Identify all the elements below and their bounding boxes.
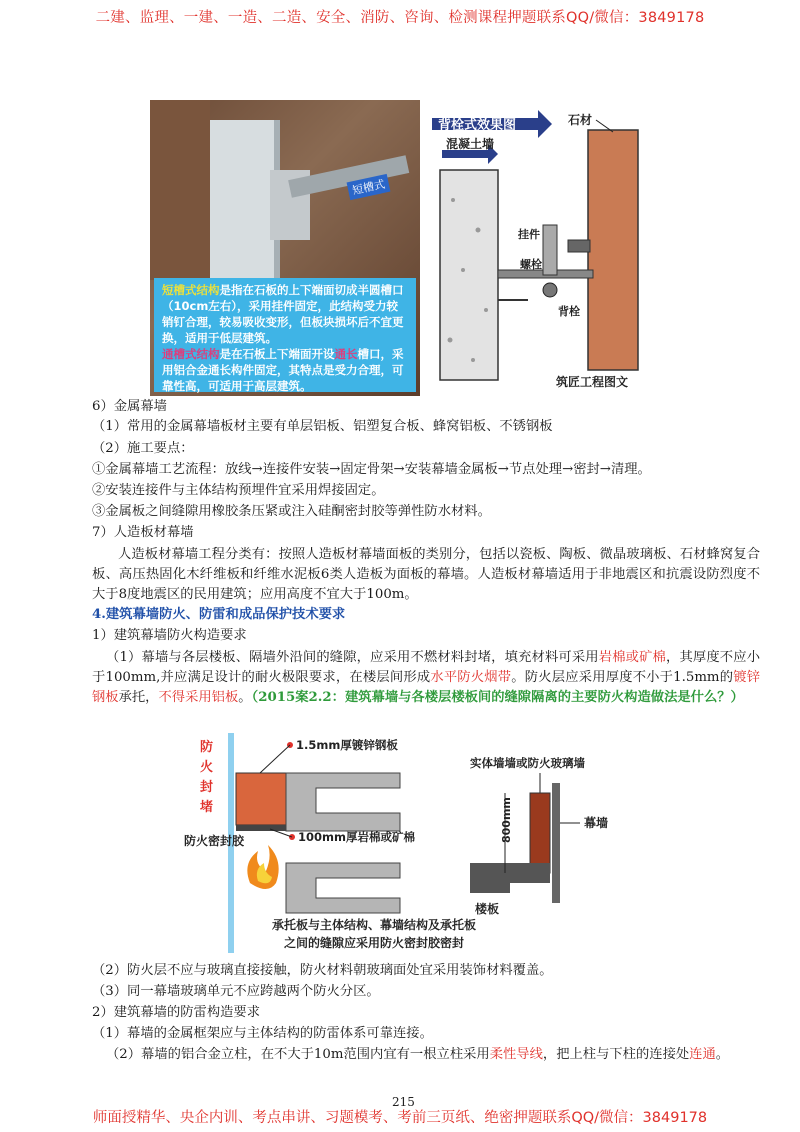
label-hanger: 挂件 xyxy=(518,228,540,241)
callout-2-text-a: 是在石板上下端面开设 xyxy=(219,347,335,361)
label-nut: 螺栓 xyxy=(520,258,542,271)
floor-slab-shape xyxy=(286,773,400,831)
caption-line-2: 之间的缝隙应采用防火密封胶密封 xyxy=(284,936,465,950)
firewall-label-3: 封 xyxy=(200,780,214,795)
firestop-diagram xyxy=(180,733,660,953)
label-backbolt: 背栓 xyxy=(558,305,580,318)
callout-2-text-b: 槽口，采用铝合金通长构件固定，其特点是受力合理，可靠性高，可适用于高层建筑。 xyxy=(162,347,404,393)
s4-1-2: （2）防火层不应与玻璃直接接触，防火材料朝玻璃面处宜采用装饰材料覆盖。 xyxy=(92,963,553,978)
callout-2-hl: 通长 xyxy=(334,347,358,361)
s4-1-1-highlight-1: 岩棉或矿棉 xyxy=(598,650,667,665)
s4-1-1-highlight-4: 不得采用铝板 xyxy=(158,690,239,705)
s4-2-2-highlight: 柔性导线 xyxy=(489,1047,543,1062)
callout-2-term: 通槽式结构 xyxy=(162,347,220,361)
page-footer: 师面授精华、央企内训、考点串讲、习题模考、考前三页纸、绝密押题联系QQ/微信：3849178 xyxy=(92,1110,708,1126)
firewall-label-1: 防 xyxy=(200,740,214,755)
s4-1-title: 1）建筑幕墙防火构造要求 xyxy=(92,628,247,643)
callout-1-term: 短槽式结构 xyxy=(162,283,220,297)
firewall-label-2: 火 xyxy=(200,760,214,775)
s6-item-2b: ②安装连接件与主体结构预埋件宜采用焊接固定。 xyxy=(92,483,385,498)
s6-item-2: （2）施工要点： xyxy=(92,441,194,456)
s4-1-1-case-note: （2015案2.2：建筑幕墙与各楼层楼板间的缝隙隔离的主要防火构造做法是什么？） xyxy=(251,690,744,705)
s7-text: 人造板材幕墙工程分类有：按照人造板材幕墙面板的类别分，包括以瓷板、陶板、微晶玻璃板、石材蜂窝复合板、高压热固化木纤维板和纤维水泥板6类人造板为面板的幕墙。人造板材幕墙适用于非地震区和抗震设防烈度不大于8度地震区的民用建筑；应用高度不宜大于100m。 xyxy=(92,547,760,602)
s6-title: 6）金属幕墙 xyxy=(92,399,167,414)
concrete-wall-shape xyxy=(440,170,498,380)
page-number: 215 xyxy=(392,1095,415,1109)
s4-title: 4.建筑幕墙防火、防雷和成品保护技术要求 xyxy=(92,607,346,622)
nut-shape xyxy=(543,283,557,297)
backbolt-shape xyxy=(568,240,590,252)
caption-line-1: 承托板与主体结构、幕墙结构及承托板 xyxy=(272,918,477,932)
short-slot-photo xyxy=(150,100,420,396)
label-wool: 100mm厚岩棉或矿棉 xyxy=(298,830,415,844)
s7-title: 7）人造板材幕墙 xyxy=(92,525,194,540)
s4-1-1-highlight-2: 水平防火烟带 xyxy=(430,670,512,685)
label-800: 800mm xyxy=(500,797,513,843)
s4-1-3: （3）同一幕墙玻璃单元不应跨越两个防火分区。 xyxy=(92,984,380,999)
curtain-frame-shape xyxy=(552,783,560,903)
page-header: 二建、监理、一建、一造、二造、安全、消防、咨询、检测课程押题联系QQ/微信：3849178 xyxy=(95,10,705,26)
label-stone: 石材 xyxy=(568,113,593,127)
s4-2-2-text-d: 。 xyxy=(715,1047,730,1062)
s6-item-1: （1）常用的金属幕墙板材主要有单层铝板、铝塑复合板、蜂窝铝板、不锈钢板 xyxy=(92,419,553,434)
label-steel: 1.5mm厚镀锌钢板 xyxy=(296,738,398,752)
stone-panel-shape xyxy=(150,100,210,280)
s4-2-2-text-a: （2）幕墙的铝合金立柱，在不大于10m范围内宜有一根立柱采用 xyxy=(106,1047,490,1062)
steel-plate-shape xyxy=(236,825,286,831)
diagram-title: 背栓式效果图 xyxy=(438,118,517,133)
s6-item-2a: ①金属幕墙工艺流程：放线→连接件安装→固定骨架→安装幕墙金属板→节点处理→密封→清理。 xyxy=(92,462,651,477)
label-slab: 楼板 xyxy=(475,902,500,916)
s4-2-title: 2）建筑幕墙的防雷构造要求 xyxy=(92,1005,261,1020)
back-bolt-diagram xyxy=(428,100,656,396)
rock-wool-shape xyxy=(236,773,286,825)
s4-2-2-text-c: 连通 xyxy=(689,1047,716,1062)
hanger-shape xyxy=(543,225,557,275)
label-solid-wall: 实体墙墙或防火玻璃墙 xyxy=(470,756,585,770)
s4-1-1-text-b: ，其厚度不应小于100mm,并应满足设计的耐火极限要求，在楼层间形成 xyxy=(92,650,761,685)
photo-label: 短槽式 xyxy=(347,174,391,200)
s4-2-2-paragraph xyxy=(92,1045,760,1065)
right-slab-shape xyxy=(470,863,550,893)
solid-wall-shape xyxy=(530,793,550,873)
label-concrete: 混凝土墙 xyxy=(446,137,495,151)
s4-2-1: （1）幕墙的金属框架应与主体结构的防雷体系可靠连接。 xyxy=(92,1026,433,1041)
callout-1-text: 是指在石板的上下端面切成半圆槽口（10cm左右），采用挂件固定，此结构受力较销钉合理，较易吸收变形，但板块损坏后不宜更换，适用于低层建筑。 xyxy=(162,283,404,345)
s4-1-1-text-a: （1）幕墙与各层楼板、隔墙外沿间的缝隙，应采用不燃材料封堵，填充材料可采用 xyxy=(106,650,599,665)
s4-2-2-text-b: ，把上柱与下柱的连接处 xyxy=(542,1047,690,1062)
firewall-label-4: 堵 xyxy=(200,800,214,815)
label-sealant: 防火密封胶 xyxy=(184,834,245,848)
stone-column-shape xyxy=(588,130,638,370)
s4-1-1-highlight-3: 镀锌钢板 xyxy=(92,670,761,705)
s4-1-1-text-e: 。 xyxy=(238,690,252,705)
diagram-credit: 筑匠工程图文 xyxy=(556,375,629,389)
label-curtain: 幕墙 xyxy=(584,816,609,830)
s4-1-1-paragraph xyxy=(92,648,760,708)
slot-callout xyxy=(154,278,416,392)
stone-curtain-figure xyxy=(150,100,656,396)
s4-1-1-text-d: 承托， xyxy=(118,690,159,705)
lower-slab-shape xyxy=(286,863,400,913)
s4-1-1-text-c: 。防火层应采用厚度不小于1.5mm的 xyxy=(511,670,734,685)
s6-item-2c: ③金属板之间缝隙用橡胶条压紧或注入硅酮密封胶等弹性防水材料。 xyxy=(92,504,491,519)
